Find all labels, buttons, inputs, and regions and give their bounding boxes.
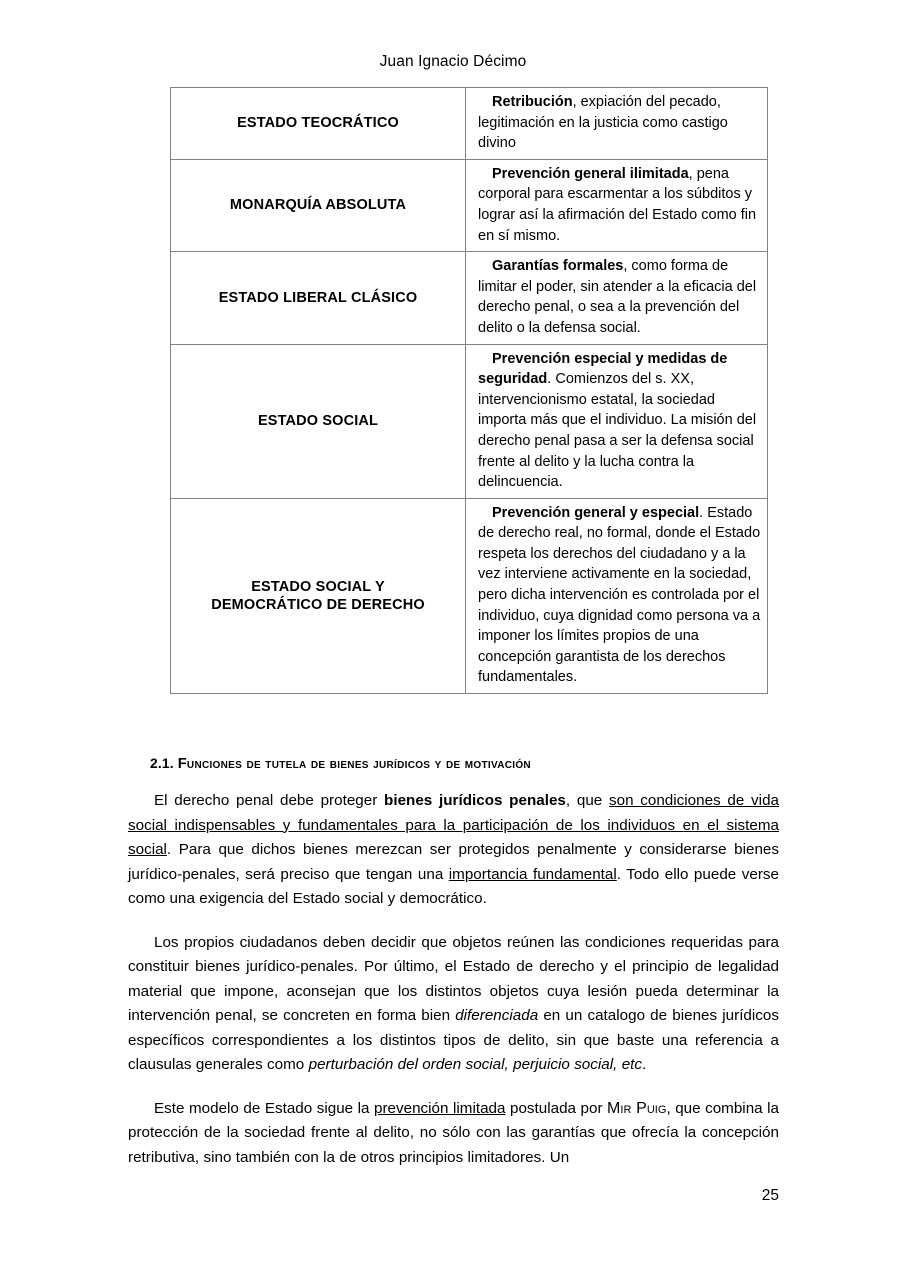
description-lead: Prevención general ilimitada	[492, 165, 689, 182]
description-rest: . Comienzos del s. XX, intervencionismo estatal, la sociedad importa más que el individuo. La misión del derecho penal pasa a ser la defensa social frente al delito y la lucha contra la delincuencia.	[478, 371, 757, 491]
table-row	[171, 159, 768, 251]
p3-seg3: , que combina la protección de la sociedad frente al delito, no sólo con las garantías que ofrecía la concepción retributiva, sino también con la de otros principios limitadores. Un	[128, 1099, 779, 1166]
p3-underlined-term: prevención limitada	[373, 1099, 506, 1117]
table-cell-state-description	[466, 159, 768, 251]
table-row	[171, 344, 768, 498]
p1-seg3: . Para que dichos bienes merezcan ser protegidos penalmente y considerarse bienes jurídico-penales, será preciso que tengan una	[128, 841, 779, 883]
p1-underlined-term-2: importancia fundamental	[448, 865, 617, 883]
table-cell-state-name	[171, 252, 466, 344]
paragraph-2	[128, 931, 779, 1078]
p2-seg2: en un catalogo de bienes jurídicos específicos correspondientes a los distintos tipos de delito, sin que baste una referencia a clausulas generales como	[128, 1007, 779, 1073]
p3-seg1: Este modelo de Estado sigue la	[154, 1099, 374, 1117]
section-number: 2.1.	[150, 756, 174, 771]
state-name-label: ESTADO SOCIAL	[257, 413, 379, 430]
p1-seg2: , que	[565, 792, 609, 809]
p1-seg4: . Todo ello puede verse como una exigencia del Estado social y democrático.	[128, 865, 779, 907]
table-cell-state-name	[171, 159, 466, 251]
running-header: Juan Ignacio Décimo	[379, 53, 527, 70]
p2-seg3: .	[642, 1056, 647, 1073]
p2-italic-term-1: diferenciada	[455, 1007, 539, 1024]
table-cell-state-name	[171, 88, 466, 160]
state-name-label: ESTADO TEOCRÁTICO	[237, 115, 399, 132]
p2-italic-term-2: perturbación del orden social, perjuicio social, etc	[308, 1056, 643, 1073]
state-punishment-table	[170, 87, 768, 694]
section-heading	[150, 755, 531, 773]
p2-seg1: Los propios ciudadanos deben decidir que objetos reúnen las condiciones requeridas para constituir bienes jurídico-penales. Por último, el Estado de derecho y el principio de legalidad material que impone, aconsejan que los distintos objetos cuya lesión pueda determinar la intervención penal, se concreten en forma bien	[128, 933, 779, 1024]
p1-underlined-term-1: son condiciones de vida social indispensables y fundamentales para la participación de los individuos en el sistema social	[128, 792, 779, 858]
description-rest: , pena corporal para escarmentar a los súbditos y lograr así la afirmación del Estado como fin en sí mismo.	[478, 165, 757, 244]
state-name-label: ESTADO LIBERAL CLÁSICO	[218, 289, 418, 306]
page-number: 25	[761, 1187, 779, 1204]
p3-author-name: Mir Puig	[607, 1099, 667, 1117]
p3-seg2: postulada por	[505, 1099, 608, 1117]
description-rest: . Estado de derecho real, no formal, donde el Estado respeta los derechos del ciudadano y a la vez interviene activamente en la sociedad, pero dicha intervención es controlada por el individuo, cuya dignidad como persona va a imponer los límites propios de una concepción garantista de los derechos fundamentales.	[478, 504, 761, 686]
table-row	[171, 498, 768, 693]
state-name-label-line2: DEMOCRÁTICO DE DERECHO	[211, 596, 425, 613]
description-lead: Retribución	[492, 94, 573, 110]
table-cell-state-description	[466, 344, 768, 498]
description-lead: Prevención general y especial	[492, 504, 700, 521]
paragraph-1	[128, 789, 779, 912]
description-rest: , como forma de limitar el poder, sin atender a la eficacia del derecho penal, o sea a la prevención del delito o la defensa social.	[478, 258, 757, 336]
table-row	[171, 252, 768, 344]
table-cell-state-description	[466, 498, 768, 693]
description-rest: , expiación del pecado, legitimación en la justicia como castigo divino	[478, 94, 728, 152]
table-cell-state-description	[466, 252, 768, 344]
table-cell-state-name	[171, 498, 466, 693]
paragraph-3	[128, 1097, 779, 1171]
table-cell-state-description	[466, 88, 768, 160]
p1-bold-term: bienes jurídicos penales	[384, 792, 566, 809]
p1-seg1: El derecho penal debe proteger	[154, 792, 385, 809]
description-lead: Prevención especial y medidas de seguridad	[478, 350, 728, 388]
state-name-label: MONARQUÍA ABSOLUTA	[229, 197, 407, 214]
description-lead: Garantías formales	[492, 258, 624, 275]
body-text	[128, 789, 779, 1170]
state-name-label-line1: ESTADO SOCIAL Y	[251, 578, 385, 595]
table-row	[171, 88, 768, 160]
table-cell-state-name	[171, 344, 466, 498]
section-title: Funciones de tutela de bienes jurídicos y de motivación	[177, 756, 531, 772]
